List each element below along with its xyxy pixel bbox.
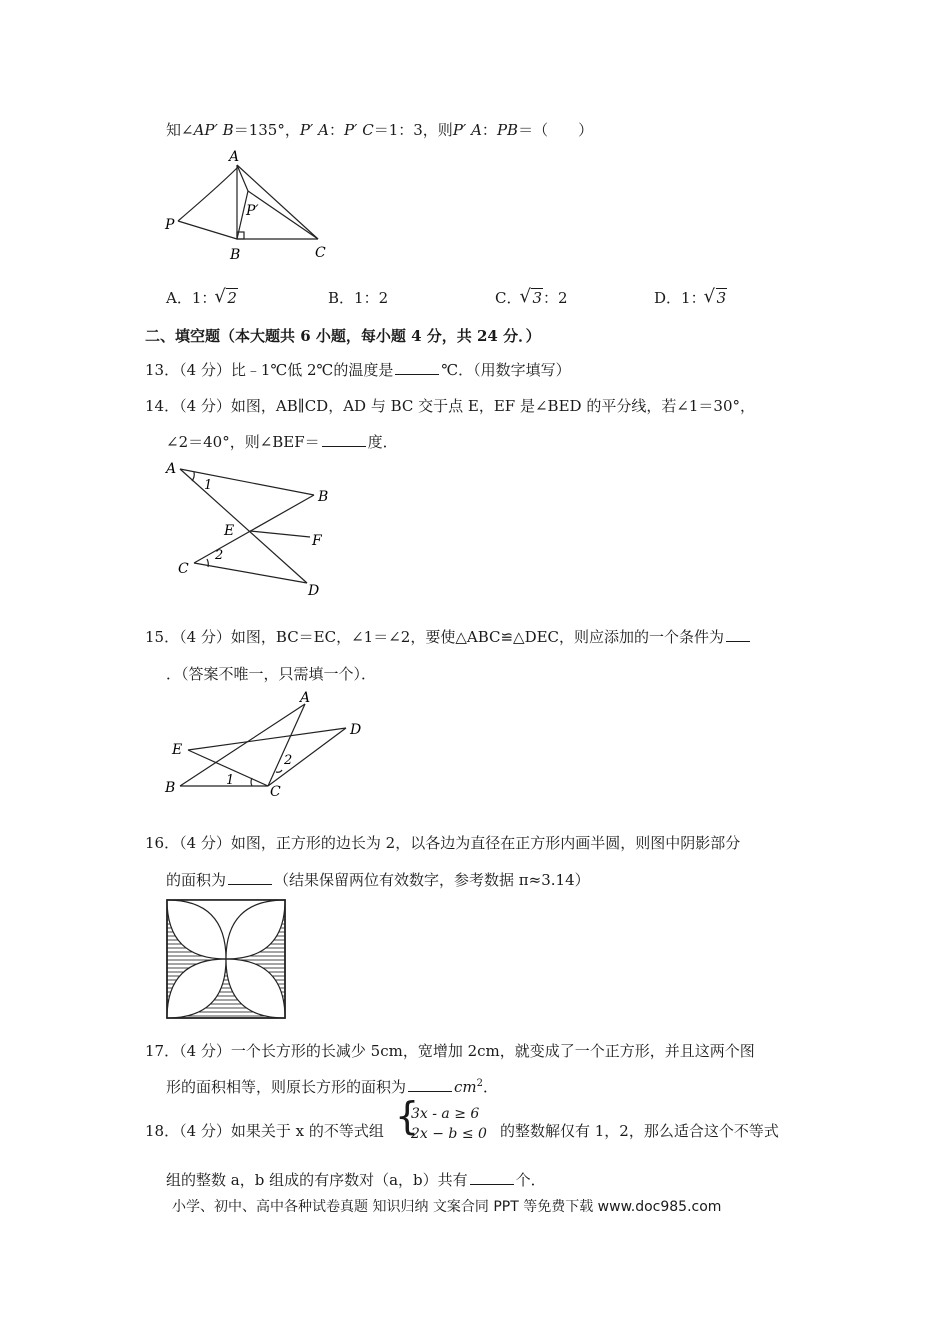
label-angle-2: 2: [215, 548, 224, 563]
label-C: C: [315, 245, 326, 261]
label-E: E: [224, 523, 235, 539]
option-d[interactable]: D．1：√ 3: [654, 287, 727, 308]
q15-blank[interactable]: [726, 627, 750, 642]
option-c[interactable]: C．√ 3：2: [495, 287, 568, 308]
q18-line1-post: 的整数解仅有 1，2，那么适合这个不等式: [500, 1122, 779, 1140]
label-C: C: [178, 561, 189, 577]
label-A: A: [300, 690, 311, 706]
inequality-system: [395, 1094, 499, 1148]
q14-blank[interactable]: [322, 432, 366, 447]
inequality-2: 2x − b ≤ 0: [411, 1126, 487, 1142]
label-B: B: [230, 247, 241, 263]
q14-figure: [162, 455, 342, 600]
q18-blank[interactable]: [470, 1170, 514, 1185]
label-D: D: [350, 722, 362, 738]
q13-blank[interactable]: [395, 360, 439, 375]
q12-figure: [160, 145, 350, 270]
label-D: D: [308, 583, 320, 599]
label-P-prime: P′: [246, 203, 259, 219]
label-B: B: [318, 489, 329, 505]
q13: 13．（4 分）比﹣1℃低 2℃的温度是 ℃．（用数字填写）: [145, 361, 571, 379]
q18-line1: 18．（4 分）如果关于 x 的不等式组: [145, 1122, 384, 1140]
brace-icon: {: [395, 1094, 420, 1138]
label-A: A: [229, 149, 240, 165]
label-P: P: [165, 217, 175, 233]
q16-blank[interactable]: [228, 870, 272, 885]
q17-line2: 形的面积相等，则原长方形的面积为 $cm^2$．: [166, 1078, 499, 1096]
q15-line1: 15．（4 分）如图，BC＝EC，∠1＝∠2，要使△ABC≌△DEC，则应添加的一个条件为: [145, 626, 752, 647]
q12-stem: 知∠AP′ B＝135°，P′ A：P′ C＝1：3，则P′ A：PB＝（ ）: [166, 121, 594, 139]
label-A: A: [166, 461, 177, 477]
q14-line2: ∠2＝40°，则∠BEF＝ 度．: [166, 433, 398, 451]
label-C: C: [270, 784, 281, 800]
label-E: E: [172, 742, 183, 758]
section-title: 二、填空题（本大题共 6 小题，每小题 4 分，共 24 分．）: [145, 327, 541, 345]
q17-blank[interactable]: [408, 1077, 452, 1092]
label-B: B: [165, 780, 176, 796]
label-F: F: [312, 533, 322, 549]
option-a[interactable]: A．1：√ 2: [166, 287, 238, 308]
footer-text: 小学、初中、高中各种试卷真题 知识归纳 文案合同 PPT 等免费下载 www.doc985.com: [172, 1199, 722, 1215]
label-angle-1: 1: [226, 773, 235, 788]
option-b[interactable]: B．1：2: [328, 289, 389, 307]
q18-line2: 组的整数 a，b 组成的有序数对（a，b）共有 个．: [166, 1171, 546, 1189]
q14-line1: 14．（4 分）如图，AB∥CD，AD 与 BC 交于点 E，EF 是∠BED 的平分线，若∠1＝30°，: [145, 397, 756, 415]
label-angle-1: 1: [204, 478, 213, 493]
q16-line2: 的面积为 （结果保留两位有效数字，参考数据 π≈3.14）: [166, 871, 590, 889]
label-angle-2: 2: [284, 753, 293, 768]
inequality-1: 3x - a ≥ 6: [411, 1106, 480, 1122]
q17-line1: 17．（4 分）一个长方形的长减少 5cm，宽增加 2cm，就变成了一个正方形，并且这两个图: [145, 1042, 755, 1060]
q16-line1: 16．（4 分）如图，正方形的边长为 2，以各边为直径在正方形内画半圆，则图中阴影部分: [145, 834, 741, 852]
q16-figure: [165, 898, 289, 1020]
q15-line2: ．（答案不唯一，只需填一个）．: [166, 665, 377, 683]
q15-figure: [160, 688, 370, 800]
